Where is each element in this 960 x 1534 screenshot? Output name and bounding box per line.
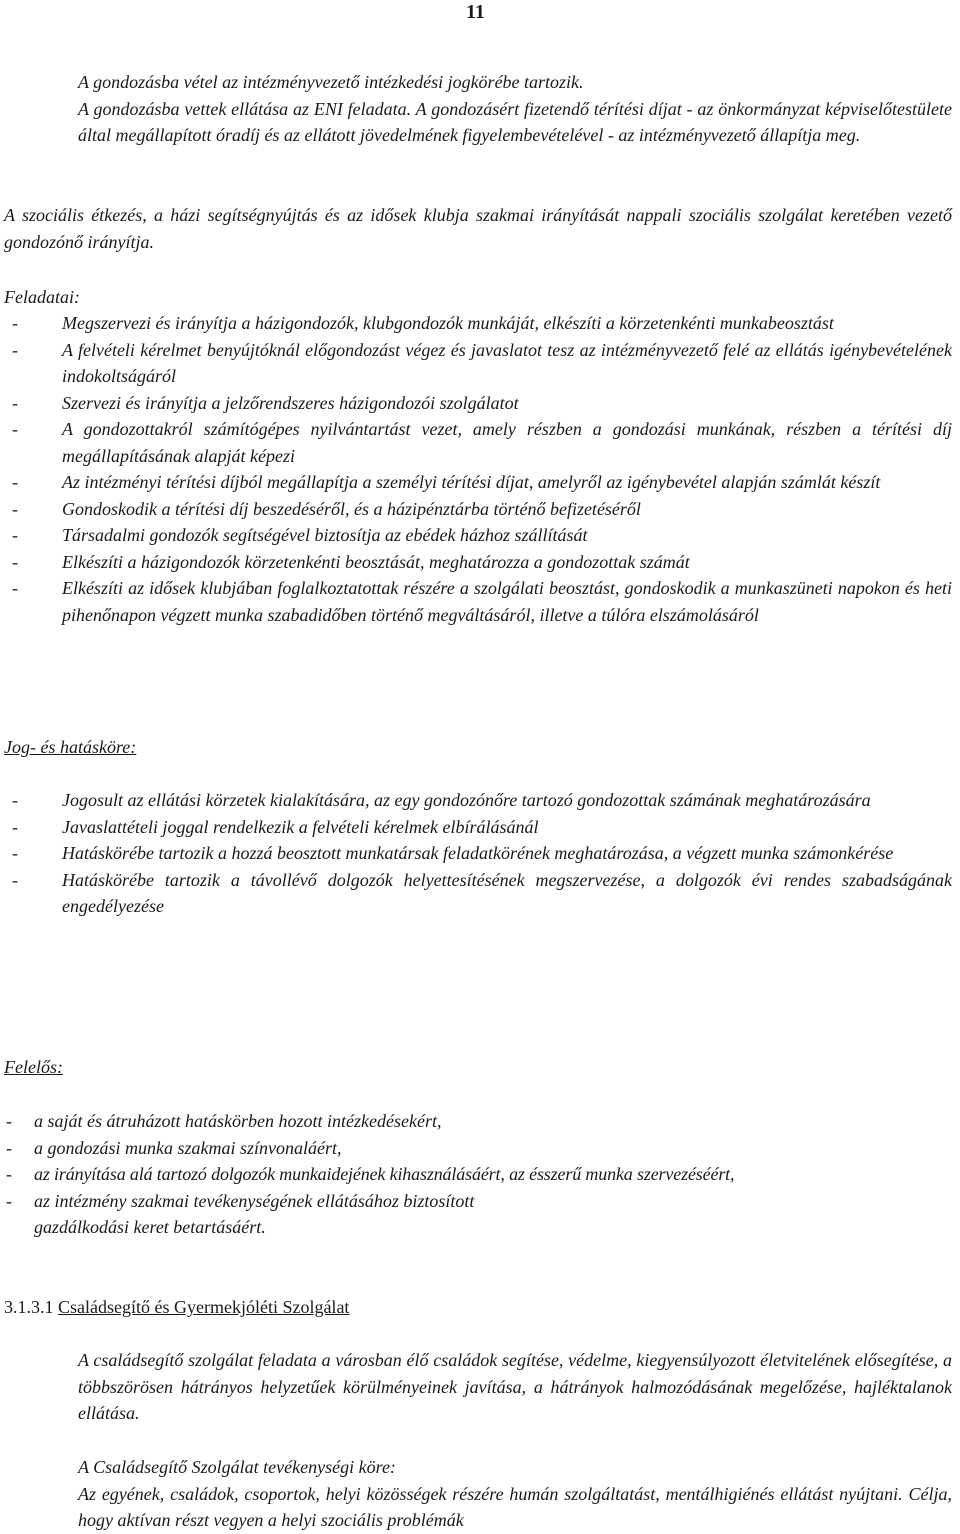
list-item: - a saját és átruházott hatáskörben hozott intézkedésekért, <box>6 1111 442 1131</box>
list-item: - Elkészíti a házigondozók körzetenkénti beosztását, meghatározza a gondozottak számát <box>12 551 690 572</box>
list-item: - A gondozottakról számítógépes nyilvántartást vezet, amely részben a gondozási munkának, részben a térítési díj megállapításának alapját képezi <box>12 419 952 466</box>
jog-list <box>4 787 952 920</box>
kore-text: Az egyének, családok, csoportok, helyi közösségek részére humán szolgáltatást, mentálhigiénés ellátást nyújtani. Célja, hogy aktívan részt vegyen a helyi szociális problémák <box>78 1483 952 1530</box>
section-number: 3.1.3.1 <box>4 1297 54 1317</box>
feladatai-heading: Feladatai: <box>4 287 80 307</box>
list-item: - az irányítása alá tartozó dolgozók munkaidejének kihasználásáért, az ésszerű munka szervezéséért, <box>6 1164 735 1184</box>
list-item: - Az intézményi térítési díjból megállapítja a személyi térítési díjat, amelyről az igénybevétel alapján számlát készít <box>12 472 881 492</box>
list-item: - Hatáskörébe tartozik a távollévő dolgozók helyettesítésének megszervezése, a dolgozók évi rendes szabadságának engedélyezése <box>12 869 952 916</box>
page-number: 11 <box>466 1 485 23</box>
szocialis-paragraph: A szociális étkezés, a házi segítségnyújtás és az idősek klubja szakmai irányítását nappali szociális szolgálat keretében vezető gondozónő irányítja. <box>4 205 952 252</box>
list-item: - az intézmény szakmai tevékenységének ellátásához biztosított <box>6 1190 475 1211</box>
list-item: - Hatáskörébe tartozik a hozzá beosztott munkatársak feladatkörének meghatározása, a végzett munka számonkérése <box>12 843 894 863</box>
list-item: - Szervezi és irányítja a jelzőrendszeres házigondozói szolgálatot <box>12 392 519 413</box>
list-item: - Társadalmi gondozók segítségével biztosítja az ebédek házhoz szállítását <box>12 525 588 545</box>
felelos-section <box>4 1054 952 1081</box>
intro-line: A gondozásba vétel az intézményvezető intézkedési jogkörébe tartozik. <box>78 72 584 92</box>
jog-section <box>4 734 952 761</box>
feladatai-section <box>4 284 952 311</box>
section-heading <box>4 1294 952 1321</box>
kore-heading: A Családsegítő Szolgálat tevékenységi köre: <box>78 1457 396 1477</box>
list-item: - Javaslattételi joggal rendelkezik a felvételi kérelmek elbírálásánál <box>12 816 539 837</box>
tevekenysegi-kore <box>78 1454 952 1534</box>
section-paragraph: A családsegítő szolgálat feladata a városban élő családok segítése, védelme, kiegyensúlyozott életvitelének elősegítése, a többszörösen hátrányos helyzetűek körülményeinek javítása, a hátrányok halmozódásának megelőzése, hajléktalanok ellátása. <box>78 1350 952 1423</box>
list-item: - A felvételi kérelmet benyújtóknál előgondozást végez és javaslatot tesz az intézményvezető felé az ellátás igénybevételének indokoltságáról <box>12 339 952 386</box>
jog-heading: Jog- és hatásköre: <box>4 737 137 757</box>
feladatai-list <box>4 310 952 628</box>
list-item-continuation: gazdálkodási keret betartásáért. <box>34 1217 266 1237</box>
list-item: - a gondozási munka szakmai színvonaláért, <box>6 1137 342 1158</box>
list-item: - Megszervezi és irányítja a házigondozók, klubgondozók munkáját, elkészíti a körzetenkénti munkabeosztást <box>12 313 834 333</box>
felelos-list <box>4 1108 960 1241</box>
intro-paragraph: A gondozásba vettek ellátása az ENI feladata. A gondozásért fizetendő térítési díjat - az önkormányzat képviselőtestülete által megállapított óradíj és az ellátott jövedelmének figyelembevételével - az intézményvezető állapítja meg. <box>78 98 952 145</box>
intro-block <box>78 69 952 149</box>
list-item: - Gondoskodik a térítési díj beszedéséről, és a házipénztárba történő befizetéséről <box>12 498 641 519</box>
list-item: - Elkészíti az idősek klubjában foglalkoztatottak részére a szolgálati beosztást, gondoskodik a munkaszüneti napokon és heti pihenőnapon végzett munka szabadidőben történő megváltásáról, illetve a túlóra elszámolásáról <box>12 578 952 625</box>
section-title: Családsegítő és Gyermekjóléti Szolgálat <box>58 1297 350 1317</box>
felelos-heading: Felelős: <box>4 1057 63 1077</box>
list-item: - Jogosult az ellátási körzetek kialakítására, az egy gondozónőre tartozó gondozottak számának meghatározására <box>12 790 871 810</box>
